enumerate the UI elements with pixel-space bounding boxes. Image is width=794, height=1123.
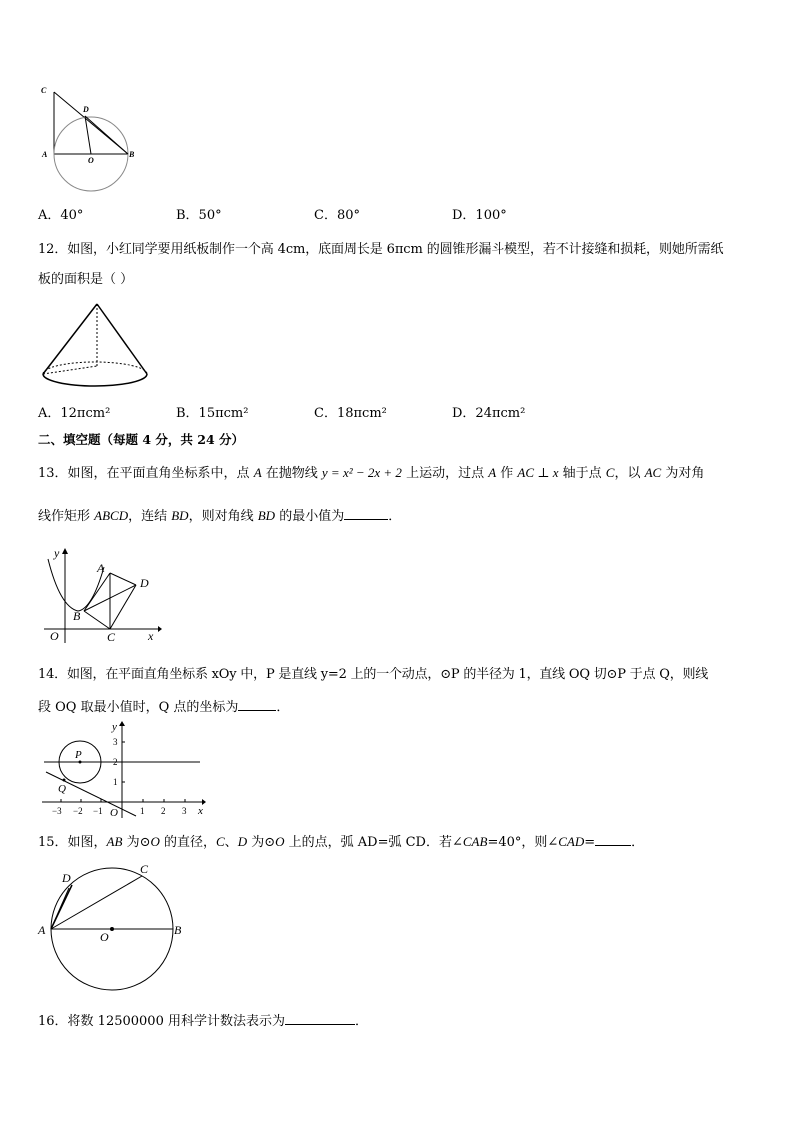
q14-label-o: O xyxy=(110,807,118,819)
q15-label-o: O xyxy=(100,930,109,944)
q14-text-line1: 14．如图，在平面直角坐标系 xOy 中，P 是直线 y=2 上的一个动点，⊙P 的半径为 1，直线 OQ 切⊙P 于点 Q，则线 xyxy=(38,667,709,682)
q11-label-d: D xyxy=(83,105,89,114)
q14-label-x: x xyxy=(198,805,203,817)
q11-label-o: O xyxy=(88,156,94,165)
q13-label-o: O xyxy=(50,629,59,643)
q15-label-c: C xyxy=(140,862,149,876)
q13-label-a: A xyxy=(97,561,105,575)
q14-tick-y-1: 1 xyxy=(113,777,118,787)
q14-label-q: Q xyxy=(58,783,66,795)
q11-label-b: B xyxy=(129,150,135,159)
q12-option-c: C．18πcm² xyxy=(314,406,387,421)
q15-answer-blank[interactable] xyxy=(595,833,631,846)
q12-cone-figure xyxy=(40,300,152,392)
q14-tick-x-3: 3 xyxy=(182,806,187,816)
q11-option-d: D．100° xyxy=(452,208,507,223)
q15-label-a: A xyxy=(38,923,46,937)
q14-tick-x-neg3: −3 xyxy=(52,806,62,816)
q12-option-a: A．12πcm² xyxy=(38,406,111,421)
q16-answer-blank[interactable] xyxy=(285,1012,355,1025)
q11-option-c: C．80° xyxy=(314,208,360,223)
q14-text-line2: 段 OQ 取最小值时，Q 点的坐标为 ． xyxy=(38,700,290,715)
q11-label-a: A xyxy=(42,150,48,159)
q13-label-b: B xyxy=(73,609,81,623)
q15-label-b: B xyxy=(174,923,182,937)
q12-option-b: B．15πcm² xyxy=(176,406,249,421)
q13-label-x: x xyxy=(148,629,154,643)
q13-answer-blank[interactable] xyxy=(344,507,388,520)
q14-tick-x-neg1: −1 xyxy=(93,806,103,816)
q15-circle-figure xyxy=(36,858,186,990)
q11-circle-figure xyxy=(38,82,148,192)
q13-label-c: C xyxy=(107,630,116,644)
q13-equation: y = x² − 2x + 2 xyxy=(321,465,402,480)
q16-text: 16．将数 12500000 用科学计数法表示为 ． xyxy=(38,1014,368,1029)
q12-option-d: D．24πcm² xyxy=(452,406,526,421)
q13-text-line2: 线作矩形 ABCD，连结 BD，则对角线 BD 的最小值为 ． xyxy=(38,508,402,524)
q13-text-line1: 13．如图，在平面直角坐标系中，点 A 在抛物线 y = x² − 2x + 2 上运动，过点 A 作 AC ⊥ x 轴于点 C，以 AC 为对角 xyxy=(38,465,705,481)
q14-label-p: P xyxy=(75,749,82,761)
q11-option-b: B．50° xyxy=(176,208,222,223)
q15-text: 15．如图，AB 为⊙O 的直径，C、D 为⊙O 上的点，弧 AD=弧 CD．若∠CAB=40°，则∠CAD= ． xyxy=(38,834,645,850)
q14-tick-x-1: 1 xyxy=(140,806,145,816)
q13-label-y: y xyxy=(54,546,60,560)
q14-coordinate-figure xyxy=(40,720,210,820)
q13-parabola-figure xyxy=(40,545,165,645)
q14-label-y: y xyxy=(112,721,117,733)
q15-label-d: D xyxy=(62,871,71,885)
q14-answer-blank[interactable] xyxy=(238,698,276,711)
q11-label-c: C xyxy=(41,86,47,95)
q13-label-d: D xyxy=(140,576,149,590)
q14-tick-y-3: 3 xyxy=(113,737,118,747)
q12-text-line1: 12．如图，小红同学要用纸板制作一个高 4cm，底面周长是 6πcm 的圆锥形漏斗模型，若不计接缝和损耗，则她所需纸 xyxy=(38,242,724,257)
section-title: 二、填空题（每题 4 分，共 24 分） xyxy=(38,432,245,447)
q14-tick-x-neg2: −2 xyxy=(73,806,83,816)
q14-tick-x-2: 2 xyxy=(161,806,166,816)
q14-tick-y-2: 2 xyxy=(113,757,118,767)
q12-text-line2: 板的面积是（ ） xyxy=(38,272,134,287)
q11-option-a: A．40° xyxy=(38,208,84,223)
